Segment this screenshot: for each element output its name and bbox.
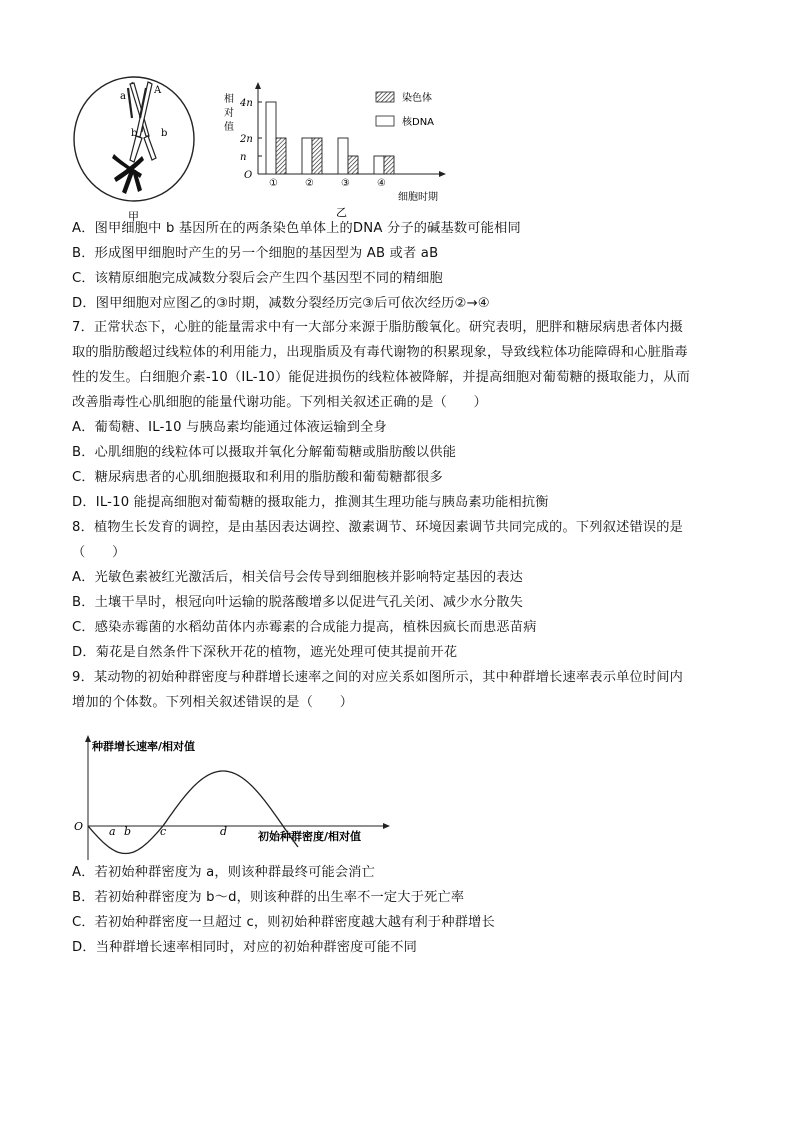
text-line: C．糖尿病患者的心肌细胞摄取和利用的脂肪酸和葡萄糖都很多 <box>72 470 443 485</box>
category-label: ② <box>305 178 314 189</box>
origin-label: O <box>74 820 84 833</box>
text-line: C．该精原细胞完成减数分裂后会产生四个基因型不同的精细胞 <box>72 271 443 286</box>
bar-chromosome <box>384 156 394 174</box>
label-a: a <box>120 91 126 102</box>
text-line: 性的发生。白细胞介素-10（IL-10）能促进损伤的线粒体被降解，并提高细胞对葡萄糖的摄取能力，从而 <box>72 370 690 385</box>
figure-yi-bar-chart <box>218 78 458 218</box>
y-tick-label: n <box>240 152 247 163</box>
text-line: B．形成图甲细胞时产生的另一个细胞的基因型为 AB 或者 aB <box>72 246 439 261</box>
legend-chromosome: 染色体 <box>402 93 432 104</box>
x-axis-arrow <box>383 823 390 829</box>
text-line: A．图甲细胞中 b 基因所在的两条染色单体上的DNA 分子的碱基数可能相同 <box>72 221 521 236</box>
ylabel-char-1: 相 <box>224 94 234 105</box>
label-b-left: b <box>131 128 138 139</box>
bar-chromosome <box>348 156 358 174</box>
x-axis-label: 细胞时期 <box>398 192 438 203</box>
text-line: B．土壤干旱时，根冠向叶运输的脱落酸增多以促进气孔关闭、减少水分散失 <box>72 595 524 610</box>
caption-yi: 乙 <box>336 206 347 218</box>
text-line: D．图甲细胞对应图乙的③时期，减数分裂经历完③后可依次经历②→④ <box>72 296 490 311</box>
text-line: D．IL-10 能提高细胞对葡萄糖的摄取能力，推测其生理功能与胰岛素功能相抗衡 <box>72 495 549 510</box>
text-line: D．菊花是自然条件下深秋开花的植物，遮光处理可使其提前开花 <box>72 645 458 660</box>
label-A: A <box>154 85 162 96</box>
y-tick-label: 2n <box>240 134 253 145</box>
text-line: （ ） <box>72 545 126 560</box>
text-line: B．若初始种群密度为 b～d，则该种群的出生率不一定大于死亡率 <box>72 890 465 905</box>
y-axis-arrow <box>85 735 91 742</box>
ylabel-char-2: 对 <box>224 108 234 119</box>
bar-chromosome <box>276 138 286 174</box>
y-axis-arrow <box>255 82 261 89</box>
figure-jia <box>70 74 202 224</box>
text-line: 9．某动物的初始种群密度与种群增长速率之间的对应关系如图所示，其中种群增长速率表示单位时间内 <box>72 670 684 685</box>
text-line: B．心肌细胞的线粒体可以摄取并氧化分解葡萄糖或脂肪酸以供能 <box>72 445 457 460</box>
bar-dna <box>302 138 312 174</box>
legend-swatch-dna <box>376 116 394 126</box>
legend-swatch-chromosome <box>376 92 394 102</box>
text-line: 7．正常状态下，心脏的能量需求中有一大部分来源于脂肪酸氧化。研究表明，肥胖和糖尿病患者体内摄 <box>72 320 684 335</box>
y-tick-label: 4n <box>240 98 253 109</box>
text-line: A．若初始种群密度为 a，则该种群最终可能会消亡 <box>72 865 376 880</box>
category-label: ④ <box>377 178 386 189</box>
text-line: 取的脂肪酸超过线粒体的利用能力，出现脂质及有毒代谢物的积累现象，导致线粒体功能障碍和心脏脂毒 <box>72 345 688 360</box>
x-axis-arrow <box>439 171 446 177</box>
caption-jia: 甲 <box>128 210 139 223</box>
text-line: 8．植物生长发育的调控，是由基因表达调控、激素调节、环境因素调节共同完成的。下列叙述错误的是 <box>72 520 684 535</box>
text-line: A．葡萄糖、IL-10 与胰岛素均能通过体液运输到全身 <box>72 420 387 435</box>
bar-chromosome <box>312 138 322 174</box>
category-label: ① <box>269 178 278 189</box>
x-axis-label: 初始种群密度/相对值 <box>258 830 362 843</box>
category-label: ③ <box>341 178 350 189</box>
point-label-d: d <box>220 825 228 838</box>
text-line: C．感染赤霉菌的水稻幼苗体内赤霉素的合成能力提高，植株因疯长而患恶苗病 <box>72 620 537 635</box>
text-line: C．若初始种群密度一旦超过 c，则初始种群密度越大越有利于种群增长 <box>72 915 495 930</box>
text-line: D．当种群增长速率相同时，对应的初始种群密度可能不同 <box>72 940 418 955</box>
bar-dna <box>266 102 276 174</box>
label-b-right: b <box>161 128 168 139</box>
ylabel-char-3: 值 <box>224 122 234 133</box>
bar-dna <box>374 156 384 174</box>
origin-label: O <box>244 170 253 181</box>
legend-dna: 核DNA <box>402 117 435 128</box>
y-axis-label: 种群增长速率/相对值 <box>92 740 196 753</box>
text-line: 增加的个体数。下列相关叙述错误的是（ ） <box>72 695 354 710</box>
point-label-b: b <box>124 825 132 838</box>
chromosome-lower <box>112 154 144 194</box>
point-label-a: a <box>109 825 116 838</box>
bar-dna <box>338 138 348 174</box>
text-line: 改善脂毒性心肌细胞的能量代谢功能。下列相关叙述正确的是（ ） <box>72 395 488 410</box>
chromosome-upper <box>128 82 156 162</box>
text-line: A．光敏色素被红光激活后，相关信号会传导到细胞核并影响特定基因的表达 <box>72 570 524 585</box>
figure-growth-rate-curve <box>68 730 398 870</box>
point-label-c: c <box>160 825 167 838</box>
